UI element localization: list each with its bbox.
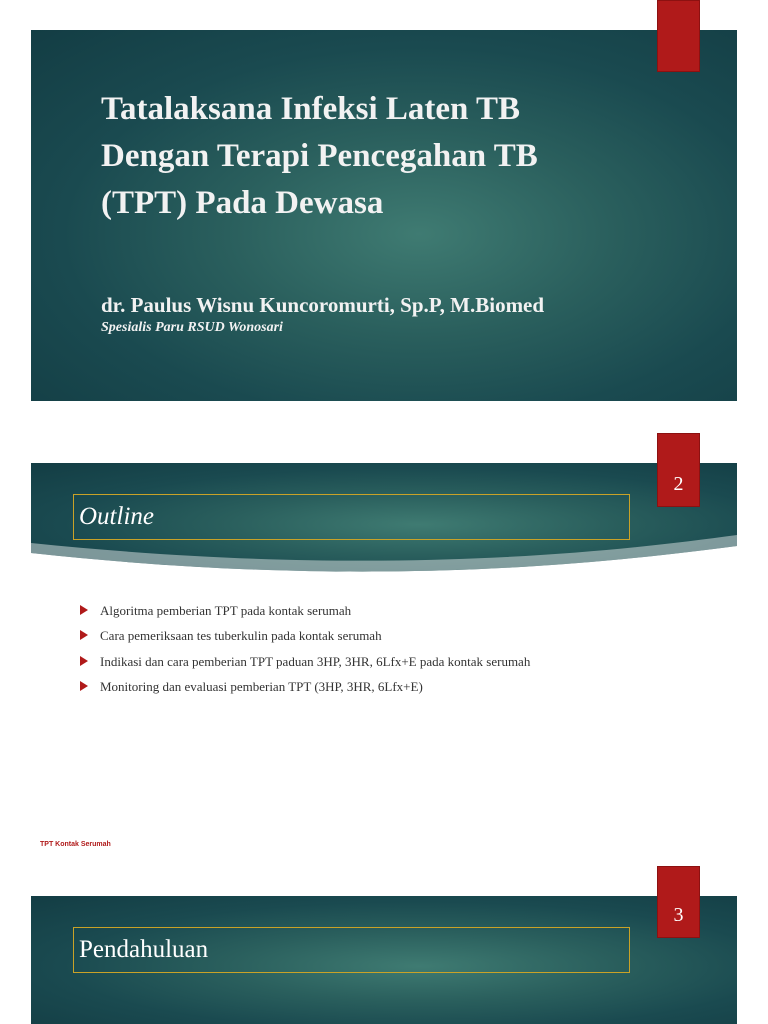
slide-1-title-line-3: (TPT) Pada Dewasa xyxy=(101,185,384,221)
slide-2-page-number-tab: 2 xyxy=(657,433,700,507)
list-item xyxy=(80,675,530,701)
slide-1-affiliation: Spesialis Paru RSUD Wonosari xyxy=(101,320,283,335)
slide-1-corner-tab xyxy=(657,0,700,72)
list-item xyxy=(80,624,530,650)
list-item-text: Monitoring dan evaluasi pemberian TPT (3HP, 3HR, 6Lfx+E) xyxy=(100,679,423,695)
triangle-bullet-icon xyxy=(80,605,88,615)
slide-1-title-line-2: Dengan Terapi Pencegahan TB xyxy=(101,138,538,174)
slide-1-title-line-1: Tatalaksana Infeksi Laten TB xyxy=(101,91,521,127)
slide-2-title: Outline xyxy=(73,494,630,540)
slide-1-title xyxy=(101,86,661,227)
list-item-text: Algoritma pemberian TPT pada kontak serumah xyxy=(100,602,352,618)
triangle-bullet-icon xyxy=(80,630,88,640)
slide-2-bullet-list xyxy=(80,598,530,700)
slide-2-footer: TPT Kontak Serumah xyxy=(40,841,111,848)
triangle-bullet-icon xyxy=(80,681,88,691)
list-item-text: Indikasi dan cara pemberian TPT paduan 3HP, 3HR, 6Lfx+E pada kontak serumah xyxy=(100,653,531,669)
list-item xyxy=(80,598,530,624)
slide-3-title: Pendahuluan xyxy=(73,927,630,973)
triangle-bullet-icon xyxy=(80,656,88,666)
slide-3-page-number-tab: 3 xyxy=(657,866,700,938)
list-item xyxy=(80,649,530,675)
slide-1-author: dr. Paulus Wisnu Kuncoromurti, Sp.P, M.Biomed xyxy=(101,293,545,317)
list-item-text: Cara pemeriksaan tes tuberkulin pada kontak serumah xyxy=(100,628,382,644)
